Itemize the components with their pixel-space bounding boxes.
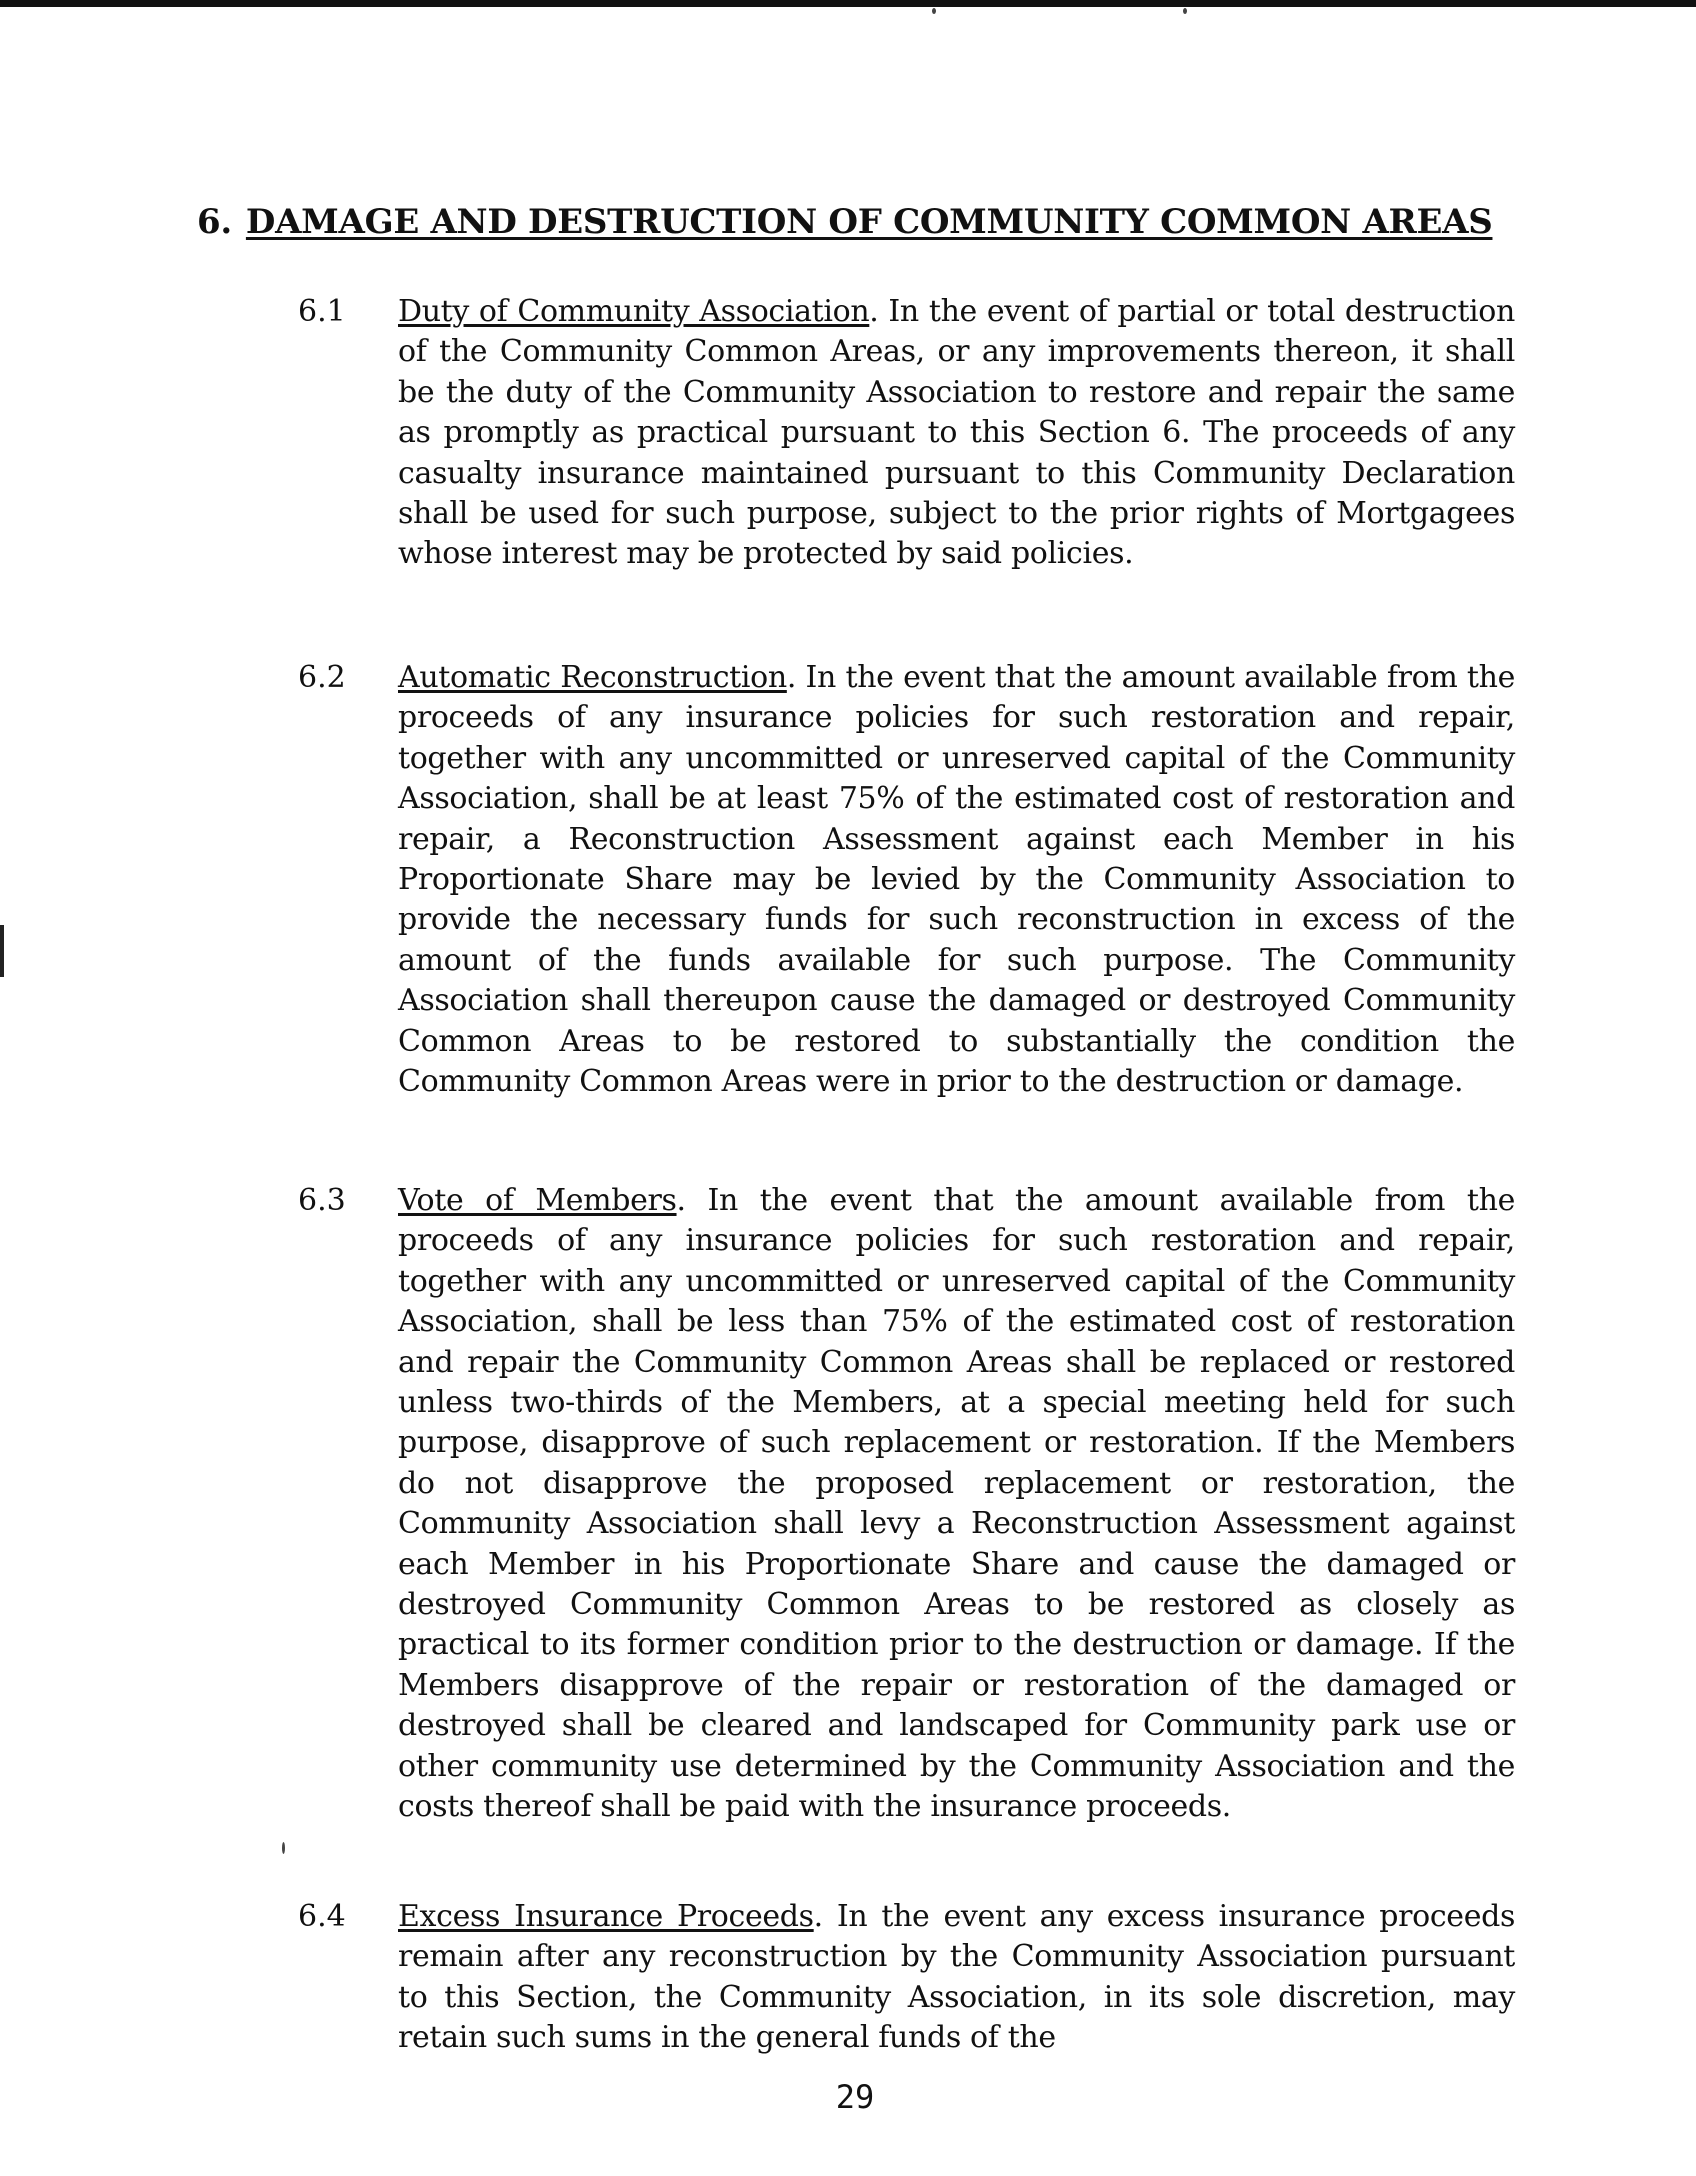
paragraph-body [398,1897,1515,2059]
paragraph-body [398,1181,1515,1828]
paragraph-number: 6.3 [298,1183,346,1218]
paragraph-number: 6.4 [298,1899,346,1934]
paragraph-title: Vote of Members [398,1183,677,1218]
paragraph-text: . In the event of partial or total destruction of the Community Common Areas, or any improvements thereon, it shall be the duty of the Community Association to restore and repair the same as promptly as practical pursuant to this Section 6. The proceeds of any casualty insurance maintained pursuant to this Community Declaration shall be used for such purpose, subject to the prior rights of Mortgagees whose interest may be protected by said policies. [398,294,1515,572]
paragraph-title: Duty of Community Association [398,294,870,329]
paragraph-text: . In the event any excess insurance proceeds remain after any reconstruction by the Community Association pursuant to this Section, the Community Association, in its sole discretion, may retain such sums in the general funds of the [398,1899,1516,2056]
paragraph-number: 6.2 [298,660,346,695]
page-number: 29 [835,2078,875,2116]
section-title: DAMAGE AND DESTRUCTION OF COMMUNITY COMMON AREAS [245,202,1493,242]
paragraph-number: 6.1 [298,294,346,329]
paragraph-body [398,292,1515,575]
paragraph-text: . In the event that the amount available from the proceeds of any insurance policies for such restoration and repair, together with any uncommitted or unreserved capital of the Community Association, shall be less than 75% of the estimated cost of restoration and repair the Community Common Areas shall be replaced or restored unless two-thirds of the Members, at a special meeting held for such purpose, disapprove of such replacement or restoration. If the Members do not disapprove the proposed replacement or restoration, the Community Association shall levy a Reconstruction Assessment against each Member in his Proportionate Share and cause the damaged or destroyed Community Common Areas to be restored as closely as practical to its former condition prior to the destruction or damage. If the Members disapprove of the repair or restoration of the damaged or destroyed shall be cleared and landscaped for Community park use or other community use determined by the Community Association and the costs thereof shall be paid with the insurance proceeds. [398,1183,1515,1825]
section-heading [197,202,1492,242]
paragraph-body [398,658,1515,1102]
paragraph-title: Automatic Reconstruction [398,660,787,695]
section-number: 6. [197,202,232,242]
paragraph-text: . In the event that the amount available from the proceeds of any insurance policies for such restoration and repair, together with any uncommitted or unreserved capital of the Community Association, shall be at least 75% of the estimated cost of restoration and repair, a Reconstruction Assessment against each Member in his Proportionate Share may be levied by the Community Association to provide the necessary funds for such reconstruction in excess of the amount of the funds available for such purpose. The Community Association shall thereupon cause the damaged or destroyed Community Common Areas to be restored to substantially the condition the Community Common Areas were in prior to the destruction or damage. [398,660,1516,1100]
paragraph-title: Excess Insurance Proceeds [398,1899,814,1934]
